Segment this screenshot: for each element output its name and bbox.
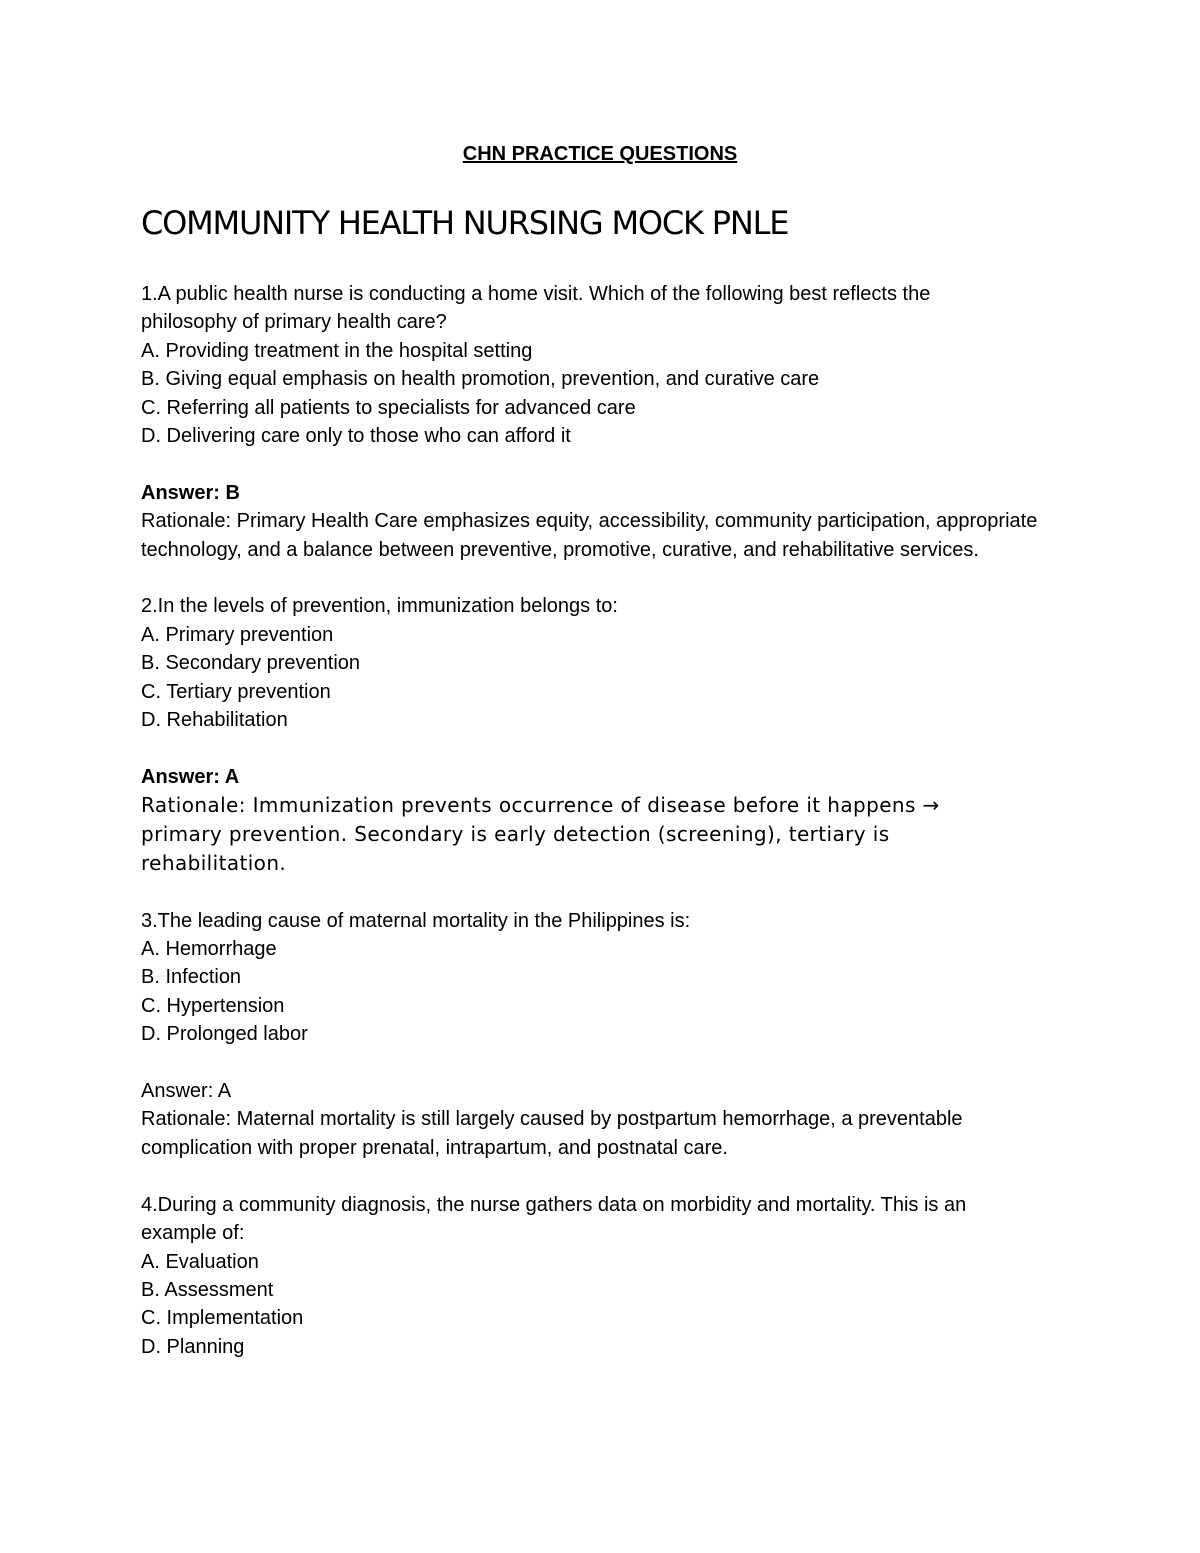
option-d: D. Planning	[141, 1335, 245, 1358]
option-c: C. Referring all patients to specialists for advanced care	[141, 396, 636, 419]
option-d: D. Prolonged labor	[141, 1023, 308, 1046]
question-stem: 3.The leading cause of maternal mortality in the Philippines is:	[141, 909, 691, 932]
option-a: A. Primary prevention	[141, 623, 334, 646]
question-stem: 4.During a community diagnosis, the nurse gathers data on morbidity and mortality. This is an	[141, 1193, 967, 1216]
answer: Answer: A	[141, 765, 240, 788]
question-stem: 1.A public health nurse is conducting a home visit. Which of the following best reflects the	[141, 283, 931, 305]
answer: Answer: A	[141, 1080, 232, 1103]
answer: Answer: B	[141, 481, 240, 504]
document-body	[141, 141, 1061, 1361]
question-stem: philosophy of primary health care?	[141, 311, 447, 334]
question-3	[141, 907, 1061, 1163]
question-1	[141, 280, 1061, 564]
question-2	[141, 592, 1061, 878]
document-subtitle: COMMUNITY HEALTH NURSING MOCK PNLE	[141, 204, 789, 242]
option-b: B. Assessment	[141, 1278, 274, 1301]
question-stem: 2.In the levels of prevention, immunization belongs to:	[141, 595, 618, 618]
option-a: A. Providing treatment in the hospital setting	[141, 339, 533, 362]
option-a: A. Evaluation	[141, 1250, 259, 1273]
rationale: Rationale: Primary Health Care emphasizes equity, accessibility, community participation, appropriate technology, and a balance between preventive, promotive, curative, and rehabilitative services.	[141, 510, 1038, 561]
option-a: A. Hemorrhage	[141, 938, 277, 961]
question-4	[141, 1191, 1061, 1361]
option-b: B. Infection	[141, 966, 242, 989]
option-c: C. Implementation	[141, 1307, 304, 1330]
option-b: B. Giving equal emphasis on health promotion, prevention, and curative care	[141, 368, 820, 391]
document-title: CHN PRACTICE QUESTIONS	[462, 143, 738, 165]
option-b: B. Secondary prevention	[141, 652, 361, 675]
option-c: C. Hypertension	[141, 994, 285, 1017]
option-d: D. Rehabilitation	[141, 709, 288, 732]
rationale: Rationale: Immunization prevents occurrence of disease before it happens → primary prevention. Secondary is early detection (screening), tertiary is rehabilitation.	[141, 793, 940, 876]
option-c: C. Tertiary prevention	[141, 680, 331, 703]
option-d: D. Delivering care only to those who can afford it	[141, 425, 571, 448]
rationale: Rationale: Maternal mortality is still largely caused by postpartum hemorrhage, a preventable complication with proper prenatal, intrapartum, and postnatal care.	[141, 1108, 963, 1159]
question-stem: example of:	[141, 1222, 245, 1245]
